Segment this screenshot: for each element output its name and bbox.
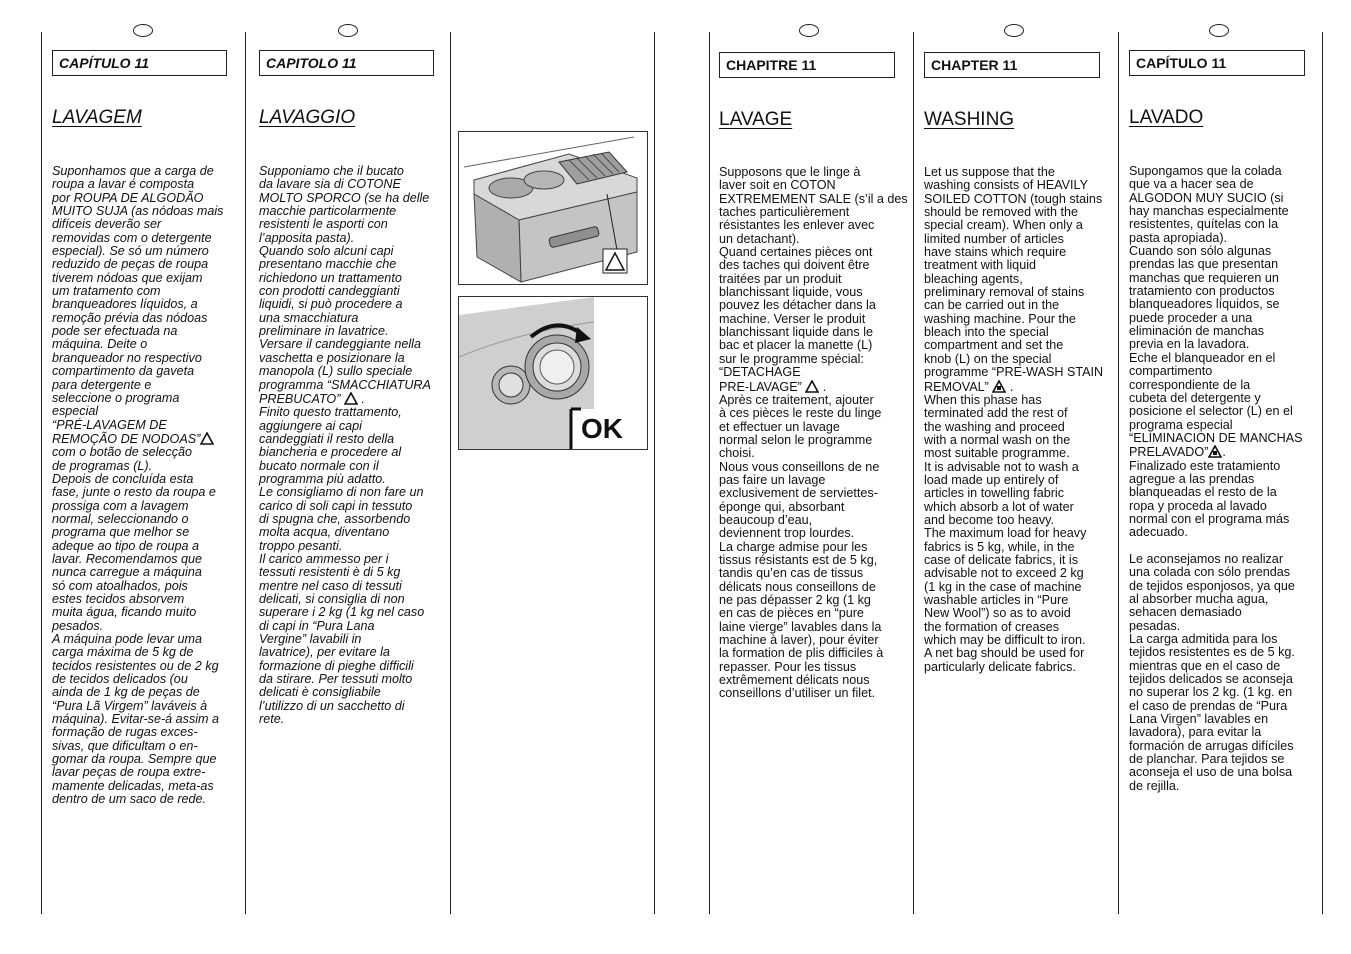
section-title: LAVAGEM	[52, 107, 142, 128]
section-title: LAVAGGIO	[259, 107, 356, 128]
column-rule	[245, 32, 246, 914]
warning-triangle-icon	[344, 392, 358, 405]
body-text: Finalizado este tratamiento agregue a las prendas blanqueadas el resto de la ropa y proceda al lavado normal con el programa más adecuado. Le aconsejamos no realizar una colada con sólo prendas de tejidos esponjosos, ya que al absorber mucha agua, sehacen demasiado pesadas. La carga admitida para los tejidos resistentes es de 5 kg. mientras que en el caso de tejidos delicados se aconseja no superar los 2 kg. (1 kg. en el caso de prendas de “Pura Lana Virgen” lavables en lavadora), para evitar la formación de arrugas difíciles de planchar. Para tejidos se aconseja el uso de una bolsa de rejilla.	[1129, 458, 1295, 793]
section-body	[52, 165, 242, 807]
section-title: LAVADO	[1129, 107, 1204, 128]
chapter-label: CHAPITRE 11	[719, 52, 895, 78]
column-rule	[709, 32, 710, 914]
detergent-drawer-illustration	[459, 132, 648, 285]
body-text: Suponhamos que a carga de roupa a lavar é composta por ROUPA DE ALGODÃO MUITO SUJA (as nódoas mais difíceis deverão ser removidas com o detergente especial). Se só um número reduzido de peças de roupa tiverem nódoas que exijam um tratamento com branqueadores líquidos, a remoção prévia das nódoas pode ser efectuada na máquina. Deite o branqueador no respectivo compartimento da gaveta para detergente e seleccione o programa especial “PRÉ-LAVAGEM DE REMOÇÃO DE NODOAS”	[52, 164, 224, 446]
body-text: com o botão de selecção de programas (L). Depois de concluída esta fase, junte o resto da roupa e prossiga com a lavagem normal, seleccionando o programa que melhor se adeque ao tipo de roupa a lavar. Recomendamos que nunca carregue a máquina só com atoalhados, pois estes tecidos absorvem muita água, ficando muito pesados. A máquina pode levar uma carga máxima de 5 kg de tecidos resistentes ou de 2 kg de tecidos delicados (ou ainda de 1 kg de peças de “Pura Lã Virgem” laváveis à máquina). Evitar-se-á assim a formação de rugas exces- sivas, que dificultam o en- gomar da roupa. Sempre que lavar peças de roupa extre- mamente delicadas, meta-as dentro de um saco de rede.	[52, 445, 220, 807]
body-text: Supongamos que la colada que va a hacer sea de ALGODON MUY SUCIO (si hay manchas especialmente resistentes, quítelas con la pasta apropiada). Cuando son sólo algunas prendas las que presentan manchas que requieren un tratamiento con productos blanqueadores líquidos, se puede proceder a una eliminación de manchas previa en la lavadora. Eche el blanqueador en el compartimento correspondiente de la cubeta del detergente y posicione el selector (L) en el programa especial “ELIMINACION DE MANCHAS PRELAVADO”	[1129, 164, 1303, 460]
column-rule	[654, 32, 655, 914]
body-text: Supponiamo che il bucato da lavare sia di COTONE MOLTO SPORCO (se ha delle macchie particolarmente resistenti le asporti con l’apposita pasta). Quando solo alcuni capi presentano macchie che richiedono un trattamento con prodotti candeggianti liquidi, si può procedere a una smacchiatura preliminare in lavatrice. Versare il candeggiante nella vaschetta e posizionare la manopola (L) sullo speciale programma “SMACCHIATURA PREBUCATO”	[259, 164, 431, 406]
language-flag-oval	[799, 24, 819, 37]
warning-triangle-icon	[200, 432, 214, 445]
body-text: Finito questo trattamento, aggiungere ai capi candeggiati il resto della biancheria e procedere al bucato normale con il programma più adatto. Le consigliamo di non fare un carico di soli capi in tessuto di spugna che, assorbendo molta acqua, diventano troppo pesanti. Il carico ammesso per i tessuti resistenti è di 5 kg mentre nel caso di tessuti delicati, si consiglia di non superare i 2 kg (1 kg nel caso di capi in “Pura Lana Vergine” lavabili in lavatrice), per evitare la formazione di pieghe difficili da stirare. Per tessuti molto delicati è consigliabile l’utilizzo di un sacchetto di rete.	[259, 405, 425, 727]
body-text: Après ce traitement, ajouter à ces pièces le reste du linge et effectuer un lavage normal selon le programme choisi. Nous vous conseillons de ne pas faire un lavage exclusivement de serviettes- éponge qui, absorbant beaucoup d’eau, deviennent trop lourdes. La charge admise pour les tissus résistants est de 5 kg, tandis qu’en cas de tissus délicats nous conseillons de ne pas dépasser 2 kg (1 kg en cas de pièces en “pure laine vierge” lavables dans la machine à laver), pour éviter la formation de plis difficiles à repasser. Pour les tissus extrêmement délicats nous conseillons d’utiliser un filet.	[719, 392, 884, 701]
section-body: Supongamos que la colada que va a hacer sea de ALGODON MUY SUCIO (si hay manchas especialmente resistentes, quítelas con la pasta apropiada). Cuando son sólo algunas prendas las que presentan manchas que requieren un tratamiento con productos blanqueadores líquidos, se puede proceder a una eliminación de manchas previa en la lavadora. Eche el blanqueador en el compartimento correspondiente de la cubeta del detergente y posicione el selector (L) en el programa especial “ELIMINACION DE MANCHAS PRELAVADO” . Finalizado este tratamiento agregue a las prendas blanqueadas el resto de la ropa y proceda al lavado normal con el programa más adecuado. Le aconsejamos no realizar una colada con sólo prendas de tejidos esponjosos, ya que al absorber mucha agua, sehacen demasiado pesadas. La carga admitida para los tejidos resistentes es de 5 kg. mientras que en el caso de tejidos delicados se aconseja no superar los 2 kg. (1 kg. en el caso de prendas de “Pura Lana Virgen” lavables en lavadora), para evitar la formación de arrugas difíciles de planchar. Para tejidos se aconseja el uso de una bolsa de rejilla.	[1129, 164, 1303, 793]
body-text: Let us suppose that the washing consists of HEAVILY SOILED COTTON (tough stains should be removed with the special cream). When only a limited number of articles have stains which require treatment with liquid bleaching agents, preliminary removal of stains can be carried out in the washing machine. Pour the bleach into the special compartment and set the knob (L) on the special programme “PRE-WASH STAIN REMOVAL”	[924, 165, 1104, 394]
chapter-label: CAPITOLO 11	[259, 50, 434, 76]
chapter-label: CAPÍTULO 11	[1129, 50, 1305, 76]
section-title: WASHING	[924, 109, 1015, 130]
stain-removal-icon	[992, 380, 1006, 393]
program-knob-illustration	[459, 297, 648, 450]
warning-triangle-icon	[805, 380, 819, 393]
column-rule	[450, 32, 451, 914]
language-flag-oval	[1209, 24, 1229, 37]
language-flag-oval	[338, 24, 358, 37]
detergent-drawer-figure	[458, 131, 648, 285]
language-flag-oval	[133, 24, 153, 37]
stain-removal-icon	[1208, 445, 1222, 458]
program-knob-figure	[458, 296, 648, 450]
chapter-label: CAPÍTULO 11	[52, 50, 227, 76]
column-rule	[913, 32, 914, 914]
column-rule	[1322, 32, 1323, 914]
language-flag-oval	[1004, 24, 1024, 37]
section-body: Supponiamo che il bucato da lavare sia di COTONE MOLTO SPORCO (se ha delle macchie particolarmente resistenti le asporti con l’apposita pasta). Quando solo alcuni capi presentano macchie che richiedono un trattamento con prodotti candeggianti liquidi, si può procedere a una smacchiatura preliminare in lavatrice. Versare il candeggiante nella vaschetta e posizionare la manopola (L) sullo speciale programma “SMACCHIATURA PREBUCATO” . Finito questo trattamento, aggiungere ai capi candeggiati il resto della biancheria e procedere al bucato normale con il programma più adatto. Le consigliamo di non fare un carico di soli capi in tessuto di spugna che, assorbendo molta acqua, diventano troppo pesanti. Il carico ammesso per i tessuti resistenti è di 5 kg mentre nel caso di tessuti delicati, si consiglia di non superare i 2 kg (1 kg nel caso di capi in “Pura Lana Vergine” lavabili in lavatrice), per evitare la formazione di pieghe difficili da stirare. Per tessuti molto delicati è consigliabile l’utilizzo di un sacchetto di rete.	[259, 164, 431, 727]
chapter-label: CHAPTER 11	[924, 52, 1100, 78]
column-rule	[1118, 32, 1119, 914]
body-text: Supposons que le linge à laver soit en COTON EXTREMEMENT SALE (s’il a des taches particulièrement résistantes les enlever avec un detachant). Quand certaines pièces ont des taches qui doivent être traitées par un produit blanchissant liquide, vous pouvez les détacher dans la machine. Verser le produit blanchissant liquide dans le bac et placer la manette (L) sur le programme spécial: “DETACHAGE PRE-LAVAGE”	[719, 165, 908, 394]
column-rule	[41, 32, 42, 914]
section-body: Supposons que le linge à laver soit en COTON EXTREMEMENT SALE (s’il a des taches particulièrement résistantes les enlever avec un detachant). Quand certaines pièces ont des taches qui doivent être traitées par un produit blanchissant liquide, vous pouvez les détacher dans la machine. Verser le produit blanchissant liquide dans le bac et placer la manette (L) sur le programme spécial: “DETACHAGE PRE-LAVAGE” . Après ce traitement, ajouter à ces pièces le reste du linge et effectuer un lavage normal selon le programme choisi. Nous vous conseillons de ne pas faire un lavage exclusivement de serviettes- éponge qui, absorbant beaucoup d’eau, deviennent trop lourdes. La charge admise pour les tissus résistants est de 5 kg, tandis qu’en cas de tissus délicats nous conseillons de ne pas dépasser 2 kg (1 kg en cas de pièces en “pure laine vierge” lavables dans la machine à laver), pour éviter la formation de plis difficiles à repasser. Pour les tissus extrêmement délicats nous conseillons d’utiliser un filet.	[719, 165, 908, 701]
section-title: LAVAGE	[719, 109, 793, 130]
body-text: When this phase has terminated add the rest of the washing and proceed with a normal wash on the most suitable programme. It is advisable not to wash a load made up entirely of articles in towelling fabric which absorb a lot of water and become too heavy. The maximum load for heavy fabrics is 5 kg, while, in the case of delicate fabrics, it is advisable not to exceed 2 kg (1 kg in the case of machine washable articles in “Pure New Wool”) so as to avoid the formation of creases which may be difficult to iron. A net bag should be used for particularly delicate fabrics.	[924, 392, 1087, 674]
ok-label: OK	[581, 413, 623, 444]
section-body: Let us suppose that the washing consists of HEAVILY SOILED COTTON (tough stains should be removed with the special cream). When only a limited number of articles have stains which require treatment with liquid bleaching agents, preliminary removal of stains can be carried out in the washing machine. Pour the bleach into the special compartment and set the knob (L) on the special programme “PRE-WASH STAIN REMOVAL” . When this phase has terminated add the rest of the washing and proceed with a normal wash on the most suitable programme. It is advisable not to wash a load made up entirely of articles in towelling fabric which absorb a lot of water and become too heavy. The maximum load for heavy fabrics is 5 kg, while, in the case of delicate fabrics, it is advisable not to exceed 2 kg (1 kg in the case of machine washable articles in “Pure New Wool”) so as to avoid the formation of creases which may be difficult to iron. A net bag should be used for particularly delicate fabrics.	[924, 165, 1104, 674]
